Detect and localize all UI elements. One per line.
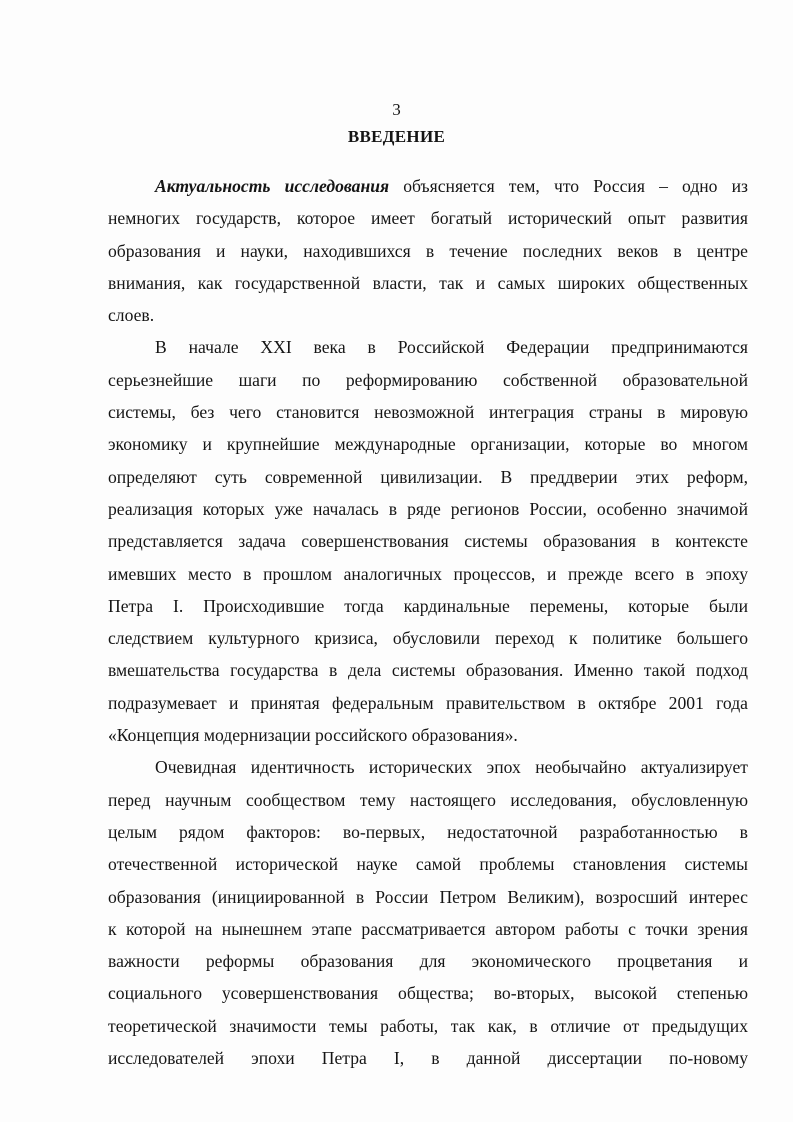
text-line: реализация которых уже началась в ряде регионов России, особенно значимой bbox=[108, 498, 748, 519]
text-line: экономику и крупнейшие международные организации, которые во многом bbox=[108, 434, 748, 455]
text-line: социального усовершенствования общества; во-вторых, высокой степенью bbox=[108, 983, 748, 1004]
text-line: «Концепция модернизации российского образования». bbox=[108, 725, 518, 746]
text-line: образования и науки, находившихся в течение последних веков в центре bbox=[108, 240, 748, 261]
text-line: вмешательства государства в дела системы образования. Именно такой подход bbox=[108, 660, 748, 681]
text-line: В начале XXI века в Российской Федерации предпринимаются bbox=[155, 337, 748, 358]
text-line: исследователей эпохи Петра I, в данной диссертации по-новому bbox=[108, 1048, 748, 1069]
text-line: слоев. bbox=[108, 305, 155, 326]
paragraph-reforms bbox=[108, 331, 748, 751]
page-number: 3 bbox=[392, 100, 401, 119]
text-line: системы, без чего становится невозможной интеграция страны в мировую bbox=[108, 402, 748, 423]
text-line: немногих государств, которое имеет богатый исторический опыт развития bbox=[108, 208, 748, 229]
text-line: целым рядом факторов: во-первых, недостаточной разработанностью в bbox=[108, 821, 748, 842]
page-title: ВВЕДЕНИЕ bbox=[347, 127, 446, 146]
text-line: отечественной исторической науке самой проблемы становления системы bbox=[108, 854, 748, 875]
body-text bbox=[108, 170, 748, 1074]
text-line: имевших место в прошлом аналогичных процессов, и прежде всего в эпоху bbox=[108, 563, 748, 584]
text-line: подразумевает и принятая федеральным правительством в октябре 2001 года bbox=[108, 692, 748, 713]
text-line: внимания, как государственной власти, так и самых широких общественных bbox=[108, 272, 748, 293]
paragraph-relevance bbox=[108, 170, 748, 331]
text-line: теоретической значимости темы работы, так как, в отличие от предыдущих bbox=[108, 1015, 748, 1036]
text-line: представляется задача совершенствования системы образования в контексте bbox=[108, 531, 748, 552]
text-line: Очевидная идентичность исторических эпох необычайно актуализирует bbox=[155, 757, 748, 778]
text-line: важности реформы образования для экономического процветания и bbox=[108, 951, 748, 972]
text-line: следствием культурного кризиса, обусловили переход к политике большего bbox=[108, 628, 748, 649]
text-line: к которой на нынешнем этапе рассматривается автором работы с точки зрения bbox=[108, 918, 748, 939]
text-line: определяют суть современной цивилизации. В преддверии этих реформ, bbox=[108, 466, 748, 487]
text-line bbox=[108, 170, 748, 202]
line-text: объясняется тем, что Россия – одно из bbox=[389, 176, 748, 196]
emphasis-text: Актуальность исследования bbox=[155, 176, 390, 196]
text-line: образования (инициированной в России Петром Великим), возросший интерес bbox=[108, 886, 748, 907]
paragraph-identity bbox=[108, 751, 748, 1074]
text-line: перед научным сообществом тему настоящего исследования, обусловленную bbox=[108, 789, 748, 810]
text-line: Петра I. Происходившие тогда кардинальные перемены, которые были bbox=[108, 595, 748, 616]
text-line: серьезнейшие шаги по реформированию собственной образовательной bbox=[108, 369, 748, 390]
